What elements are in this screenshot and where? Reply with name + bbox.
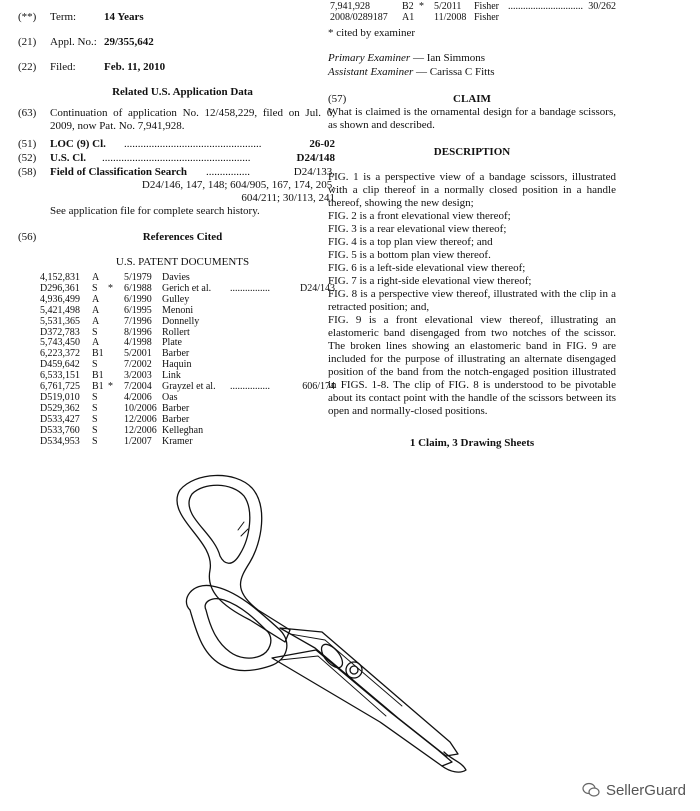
wechat-icon	[582, 781, 600, 799]
reference-number: 2008/0289187	[330, 12, 388, 23]
reference-kind: A	[92, 315, 100, 327]
reference-date: 10/2006	[124, 402, 157, 414]
reference-kind: S	[92, 424, 98, 436]
reference-row	[40, 370, 335, 381]
reference-inventor: Oas	[162, 391, 178, 403]
primary-examiner	[328, 52, 485, 65]
reference-dots: ................	[230, 381, 270, 392]
reference-date: 12/2006	[124, 413, 157, 425]
reference-kind: S	[92, 435, 98, 447]
reference-date: 5/2001	[124, 348, 152, 360]
reference-date: 6/1990	[124, 293, 152, 305]
reference-kind: A	[92, 304, 100, 316]
reference-inventor: Grayzel et al.	[162, 381, 216, 392]
desc-fig1: FIG. 1 is a perspective view of a bandage scissors, illustrated with a clip thereof in a normally closed position in a handle thereof, showing the new design;	[328, 171, 616, 209]
reference-number: D533,427	[40, 413, 80, 425]
reference-kind: S	[92, 359, 98, 371]
reference-date: 1/2007	[124, 435, 152, 447]
reference-row	[40, 283, 335, 294]
reference-date: 7/2004	[124, 381, 152, 392]
reference-inventor: Menoni	[162, 304, 194, 316]
reference-date: 6/1995	[124, 304, 152, 316]
reference-kind: B1	[92, 348, 104, 360]
reference-kind: A	[92, 337, 100, 349]
desc-fig2: FIG. 2 is a front elevational view thereof;	[328, 210, 511, 222]
continuation-code: (63)	[18, 107, 37, 119]
desc-fig7: FIG. 7 is a right-side elevational view thereof;	[328, 275, 532, 287]
watermark-text: SellerGuard	[605, 781, 686, 799]
reference-number: D529,362	[40, 402, 80, 414]
reference-inventor: Fisher	[474, 12, 499, 23]
reference-number: 6,223,372	[40, 348, 80, 360]
reference-cited-star: *	[108, 381, 113, 392]
loc-dots: ..................................................	[124, 138, 262, 150]
cited-note: * cited by examiner	[328, 27, 416, 39]
term-label: Term:	[50, 11, 77, 23]
uscl-dots: ......................................................	[102, 152, 251, 164]
field-line1-value: D24/133,	[293, 166, 335, 178]
reference-dots: ..............................	[508, 1, 583, 12]
desc-fig3: FIG. 3 is a rear elevational view thereof;	[328, 223, 507, 235]
reference-row	[40, 337, 335, 348]
reference-row	[40, 381, 335, 392]
reference-inventor: Barber	[162, 348, 190, 360]
reference-kind: S	[92, 326, 98, 338]
field-label: Field of Classification Search	[50, 166, 187, 178]
reference-number: D459,642	[40, 359, 80, 371]
reference-inventor: Link	[162, 370, 181, 382]
reference-inventor: Rollert	[162, 326, 190, 338]
reference-cited-star: *	[108, 282, 113, 294]
reference-kind: B1	[92, 381, 104, 392]
reference-kind: A1	[402, 12, 415, 23]
reference-number: D533,760	[40, 424, 80, 436]
reference-class: 606/174	[302, 381, 335, 392]
related-heading: Related U.S. Application Data	[112, 86, 253, 98]
reference-row	[40, 359, 335, 370]
reference-date: 6/1988	[124, 282, 152, 294]
reference-inventor: Haquin	[162, 359, 192, 371]
uscl-line	[50, 152, 335, 165]
reference-dots: ................	[230, 282, 270, 294]
reference-class: D24/143	[300, 282, 335, 294]
watermark	[582, 781, 686, 799]
assistant-examiner-label: Assistant Examiner	[328, 66, 414, 78]
reference-row	[40, 316, 335, 327]
refs-code: (56)	[18, 231, 37, 243]
reference-class: 30/262	[588, 1, 616, 12]
reference-number: 4,152,831	[40, 272, 80, 283]
reference-inventor: Gerich et al.	[162, 282, 212, 294]
assistant-examiner-name: — Carissa C Fitts	[416, 66, 495, 78]
term-code: (**)	[18, 11, 37, 23]
refs-heading: References Cited	[142, 231, 223, 243]
reference-inventor: Barber	[162, 402, 190, 414]
reference-inventor: Kelleghan	[162, 424, 204, 436]
claim-heading: CLAIM	[453, 93, 491, 105]
reference-number: D534,953	[40, 435, 80, 447]
reference-date: 4/2006	[124, 391, 152, 403]
uscl-value: D24/148	[294, 152, 336, 165]
reference-kind: B1	[92, 370, 104, 382]
uscl-label: U.S. Cl.	[50, 152, 87, 164]
reference-number: D296,361	[40, 282, 80, 294]
primary-examiner-label: Primary Examiner	[328, 52, 411, 64]
reference-date: 4/1998	[124, 337, 152, 349]
appl-label: Appl. No.:	[50, 36, 97, 48]
desc-fig5: FIG. 5 is a bottom plan view thereof.	[328, 249, 491, 261]
reference-number: 6,761,725	[40, 381, 80, 392]
filed-code: (22)	[18, 61, 37, 73]
claim-code: (57)	[328, 93, 347, 105]
elastomeric-band	[318, 641, 347, 671]
reference-inventor: Plate	[162, 337, 182, 349]
reference-row	[40, 327, 335, 338]
reference-date: 7/2002	[124, 359, 152, 371]
reference-inventor: Donnelly	[162, 315, 200, 327]
reference-kind: B2	[402, 1, 414, 12]
refs-subheading: U.S. PATENT DOCUMENTS	[115, 256, 250, 268]
reference-row	[40, 403, 335, 414]
reference-number: 6,533,151	[40, 370, 80, 382]
reference-inventor: Fisher	[474, 1, 499, 12]
appl-value: 29/355,642	[104, 36, 154, 48]
reference-number: D519,010	[40, 391, 80, 403]
claims-summary: 1 Claim, 3 Drawing Sheets	[409, 437, 535, 449]
reference-row	[40, 294, 335, 305]
reference-kind: S	[92, 413, 98, 425]
reference-inventor: Kramer	[162, 435, 193, 447]
reference-date: 3/2003	[124, 370, 152, 382]
reference-number: 7,941,928	[330, 1, 370, 12]
description-body	[328, 171, 616, 418]
field-dots: ................	[206, 166, 250, 178]
see-application-note: See application file for complete search history.	[50, 205, 260, 217]
desc-fig9: FIG. 9 is a front elevational view thereof, illustrating an elastomeric band disengaged from two notches of the scissor. The broken lines showing an elastomeric band in FIG. 9 are included for the purpose of illustrating an alternate disengaged position of the band from the notch-engaged position illustrated in FIGS. 1-8. The clip of FIG. 8 is understood to be pivotable about its contact point with the handle of the scissors between its open and normally-closed positions.	[328, 314, 616, 417]
reference-row	[40, 392, 335, 403]
reference-row	[40, 272, 335, 283]
reference-row	[330, 12, 616, 23]
field-line1	[50, 166, 335, 179]
reference-date: 12/2006	[124, 424, 157, 436]
upper-blade	[280, 628, 458, 756]
appl-code: (21)	[18, 36, 37, 48]
term-value: 14 Years	[104, 11, 144, 23]
bandage-scissors-drawing	[140, 460, 500, 780]
upper-handle-ring	[177, 475, 290, 642]
reference-date: 7/1996	[124, 315, 152, 327]
reference-row	[40, 425, 335, 436]
reference-date: 8/1996	[124, 326, 152, 338]
loc-code: (51)	[18, 138, 37, 150]
reference-row	[40, 305, 335, 316]
reference-kind: A	[92, 293, 100, 305]
desc-fig8: FIG. 8 is a perspective view thereof, illustrated with the clip in a retracted position; and,	[328, 288, 616, 313]
reference-inventor: Barber	[162, 413, 190, 425]
primary-examiner-name: — Ian Simmons	[412, 52, 486, 64]
reference-number: 5,743,450	[40, 337, 80, 349]
reference-kind: S	[92, 402, 98, 414]
reference-row	[330, 1, 616, 12]
field-line3: 604/211; 30/113, 241	[241, 192, 335, 204]
reference-row	[40, 436, 335, 447]
reference-date: 5/1979	[124, 272, 152, 283]
reference-kind: A	[92, 272, 100, 283]
continuation-text: Continuation of application No. 12/458,229, filed on Jul. 6, 2009, now Pat. No. 7,941,928.	[50, 107, 335, 132]
field-code: (58)	[18, 166, 37, 178]
assistant-examiner	[328, 66, 495, 79]
description-heading: DESCRIPTION	[433, 146, 511, 158]
reference-cited-star: *	[419, 1, 424, 12]
filed-label: Filed:	[50, 61, 76, 73]
reference-date: 11/2008	[434, 12, 467, 23]
reference-row	[40, 414, 335, 425]
desc-fig6: FIG. 6 is a left-side elevational view thereof;	[328, 262, 526, 274]
reference-kind: S	[92, 391, 98, 403]
field-line2: D24/146, 147, 148; 604/905, 167, 174, 205,	[141, 179, 335, 191]
loc-line	[50, 138, 335, 151]
reference-inventor: Davies	[162, 272, 190, 283]
loc-label: LOC (9) Cl.	[50, 138, 106, 150]
loc-value: 26-02	[306, 138, 335, 151]
reference-date: 5/2011	[434, 1, 462, 12]
reference-row	[40, 348, 335, 359]
reference-number: 4,936,499	[40, 293, 80, 305]
reference-number: D372,783	[40, 326, 80, 338]
filed-value: Feb. 11, 2010	[104, 61, 166, 73]
reference-number: 5,421,498	[40, 304, 80, 316]
reference-kind: S	[92, 282, 98, 294]
claim-text: What is claimed is the ornamental design for a bandage scissors, as shown and described.	[328, 106, 616, 131]
uscl-code: (52)	[18, 152, 37, 164]
desc-fig4: FIG. 4 is a top plan view thereof; and	[328, 236, 493, 248]
reference-inventor: Gulley	[162, 293, 190, 305]
reference-number: 5,531,365	[40, 315, 80, 327]
